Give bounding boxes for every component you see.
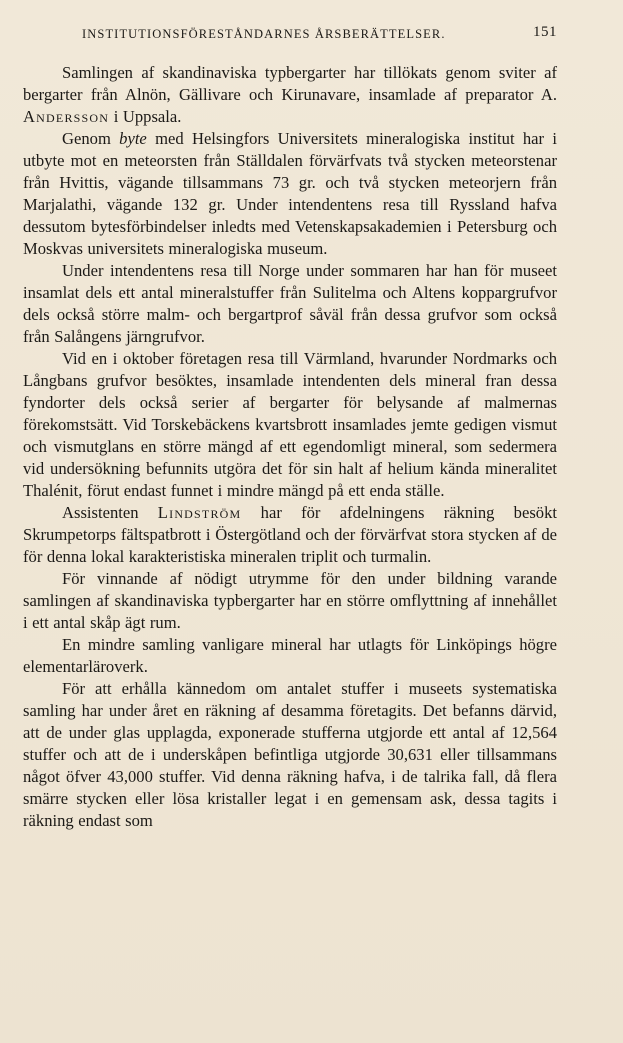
header-title: INSTITUTIONSFÖRESTÅNDARNES ÅRSBERÄTTELSER. (82, 27, 446, 41)
running-header (82, 24, 557, 44)
body-text (23, 62, 557, 832)
paragraph-2 (23, 128, 557, 260)
paragraph-5-start: Assistenten (62, 503, 139, 522)
paragraph-1-end: i Uppsala. (113, 107, 182, 126)
page-number: 151 (533, 24, 557, 40)
paragraph-5-rest: har för afdelningens räkning besökt Skrumpetorps fältspatbrott i Östergötland och der förvärfvat stora stycken af de för denna lokal karakteristiska mineralen triplit och turmalin. (23, 503, 557, 566)
italic-word-byte: byte (119, 129, 147, 148)
person-name-andersson: Andersson (23, 107, 110, 126)
paragraph-1 (23, 62, 557, 128)
paragraph-6: För vinnande af nödigt utrymme för den under bildning varande samlingen af skandinaviska typbergarter har en större omflyttning af innehållet i ett antal skåp ägt rum. (23, 569, 557, 632)
paragraph-3: Under intendentens resa till Norge under sommaren har han för museet insamlat dels ett antal mineralstuffer från Sulitelma och Altens koppargrufvor dels också större malm- och bergartprof såväl från dessa grufvor som också från Salångens järngrufvor. (23, 261, 557, 346)
person-name-lindstrom: Lindström (157, 503, 242, 522)
paragraph-1-text: Samlingen af skandinaviska typbergarter har tillökats genom sviter af bergarter från Alnön, Gällivare och Kirunavare, insamlade af preparator A. (23, 63, 557, 104)
paragraph-5 (23, 502, 557, 568)
paragraph-2-rest: med Helsingfors Universitets mineralogiska institut har i utbyte mot en meteorsten från Ställdalen förvärfvats två stycken meteorstenar från Hvittis, vägande tillsammans 73 gr. och två stycken meteorjern från Marjalathi, vägande 132 gr. Under intendentens resa till Ryssland hafva dessutom bytesförbindelser inledts med Vetenskapsakademien i Petersburg och Moskvas universitets mineralogiska museum. (23, 129, 557, 258)
paragraph-8: För att erhålla kännedom om antalet stuffer i museets systematiska samling har under året en räkning af desamma företagits. Det befanns därvid, att de under glas upplagda, exponerade stufferna utgjorde ett antal af 12,564 stuffer och att de i underskåpen befintliga utgjorde 30,631 eller tillsammans något öfver 43,000 stuffer. Vid denna räkning hafva, i de talrika fall, då flera smärre stycken eller lösa kristaller legat i en gemensam ask, dessa tagits i räkning endast som (23, 679, 557, 830)
paragraph-2-start: Genom (62, 129, 111, 148)
paragraph-4: Vid en i oktober företagen resa till Värmland, hvarunder Nordmarks och Långbans grufvor besöktes, insamlade intendenten dels mineral fran dessa fyndorter dels också serier af bergarter för belysande af malmernas förekomstsätt. Vid Torskebäckens kvartsbrott insamlades jemte gedigen vismut och vismutglans en större mängd af ett egendomligt mineral, som sedermera vid undersökning befunnits utgöra det för sin halt af helium kända mineralitet Thalénit, förut endast funnet i mindre mängd på ett enda ställe. (23, 349, 557, 500)
paragraph-7: En mindre samling vanligare mineral har utlagts för Linköpings högre elementarläroverk. (23, 635, 557, 676)
